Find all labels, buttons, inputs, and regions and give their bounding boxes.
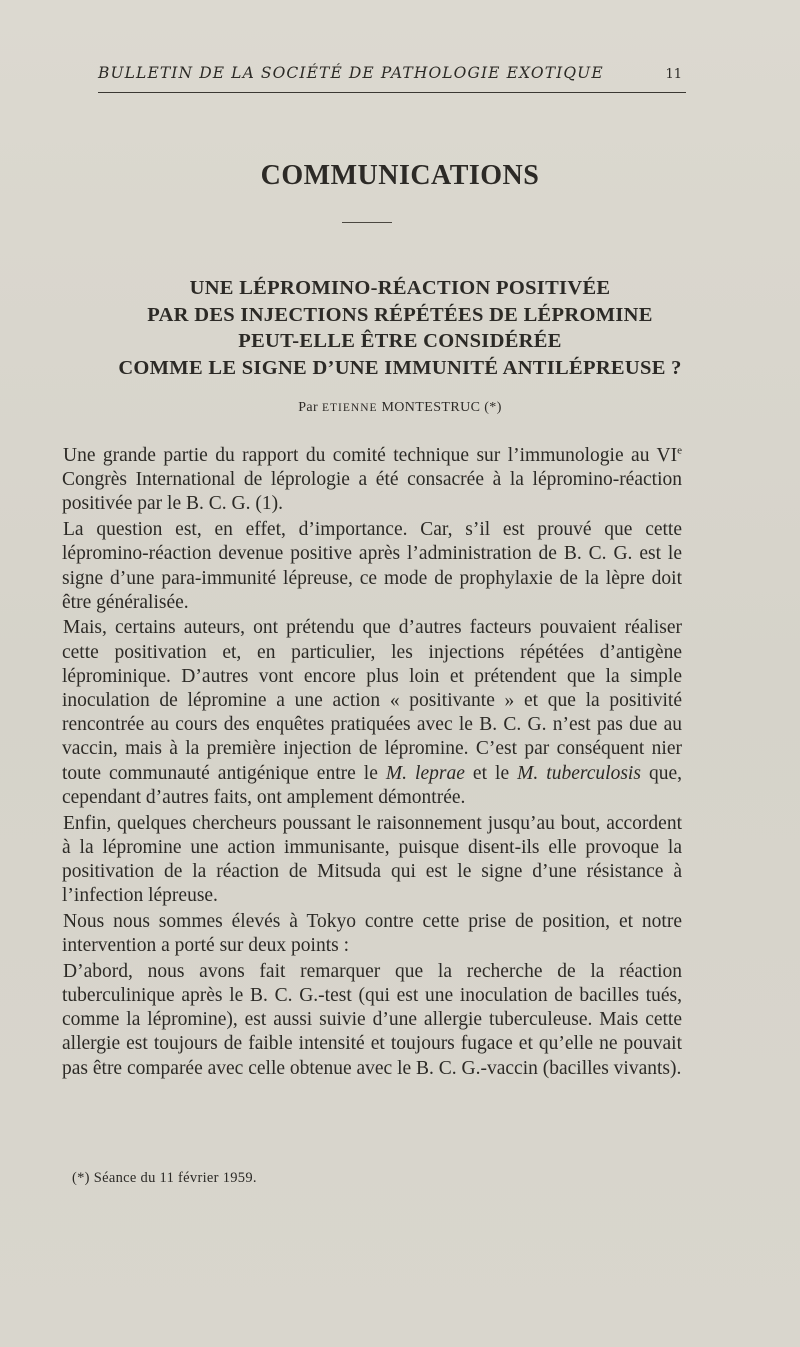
byline-prefix: Par bbox=[298, 400, 319, 415]
footnote bbox=[72, 1170, 672, 1187]
byline bbox=[0, 400, 800, 416]
author-footnote-mark: (*) bbox=[484, 400, 502, 415]
article-title-line: UNE LÉPROMINO-RÉACTION POSITIVÉE bbox=[189, 277, 611, 299]
paragraph: Une grande partie du rapport du comité technique sur l’immunologie au VIe Congrès International de léprologie a été consacrée à la lépromino-réaction positivée par le B. C. G. (1). bbox=[62, 444, 682, 515]
paragraph: Nous nous sommes élevés à Tokyo contre cette prise de position, et notre intervention a porté sur deux points : bbox=[62, 910, 682, 957]
paragraph: Enfin, quelques chercheurs poussant le raisonnement jusqu’au bout, accordent à la lépromine une action immunisante, puisque disent-ils elle provoque la positivation de la réaction de Mitsuda qui est le signe d’une résistance à l’infection lépreuse. bbox=[62, 812, 682, 907]
article-title-line: PAR DES INJECTIONS RÉPÉTÉES DE LÉPROMINE bbox=[147, 303, 653, 326]
footnote-text: Séance du 11 février 1959. bbox=[93, 1170, 257, 1186]
section-title: COMMUNICATIONS bbox=[260, 160, 540, 191]
article-body bbox=[62, 444, 682, 1082]
article-title-line: COMME LE SIGNE D’UNE IMMUNITÉ ANTILÉPREUSE ? bbox=[118, 356, 682, 379]
article-title-line: PEUT-ELLE ÊTRE CONSIDÉRÉE bbox=[238, 330, 562, 352]
author-first-name: ETIENNE bbox=[321, 402, 378, 414]
running-head bbox=[98, 64, 686, 82]
footnote-mark: (*) bbox=[72, 1170, 90, 1186]
header-rule bbox=[98, 92, 686, 93]
paragraph: D’abord, nous avons fait remarquer que la recherche de la réaction tuberculinique après le B. C. G.-test (qui est une inoculation de bacilles tués, comme la lépromine), est aussi suivie d’une allergie tuberculeuse. Mais cette allergie est toujours de faible intensité et toujours fugace et qu’elle ne pouvait pas être comparée avec celle obtenue avec le B. C. G.-vaccin (bacilles vivants). bbox=[62, 960, 682, 1079]
species-name: M. tuberculosis bbox=[517, 762, 641, 784]
section-divider bbox=[342, 222, 392, 223]
paragraph: La question est, en effet, d’importance. Car, s’il est prouvé que cette lépromino-réaction devenue positive après l’administration de B. C. G. est le signe d’une para-immunité lépreuse, ce mode de prophylaxie de la lèpre doit être généralisée. bbox=[62, 519, 682, 613]
species-name: M. leprae bbox=[385, 762, 465, 784]
paragraph: Mais, certains auteurs, ont prétendu que d’autres facteurs pouvaient réaliser cette positivation et, en particulier, les injections répétées d’antigène léprominique. D’autres vont encore plus loin et prétendent que la simple inoculation de lépromine a une action « positivante » et que la positivité rencontrée au cours des enquêtes pratiquées avec le B. C. G. n’est pas due au vaccin, mais à la première injection de lépromine. C’est par conséquent nier toute communauté antigénique entre le M. leprae et le M. tuberculosis que, cependant d’autres faits, ont amplement démontrée. bbox=[62, 617, 682, 808]
author-last-name: MONTESTRUC bbox=[381, 400, 481, 415]
journal-title: BULLETIN DE LA SOCIÉTÉ DE PATHOLOGIE EXOTIQUE bbox=[98, 64, 604, 82]
article-title bbox=[20, 275, 780, 381]
page-number: 11 bbox=[665, 67, 682, 82]
